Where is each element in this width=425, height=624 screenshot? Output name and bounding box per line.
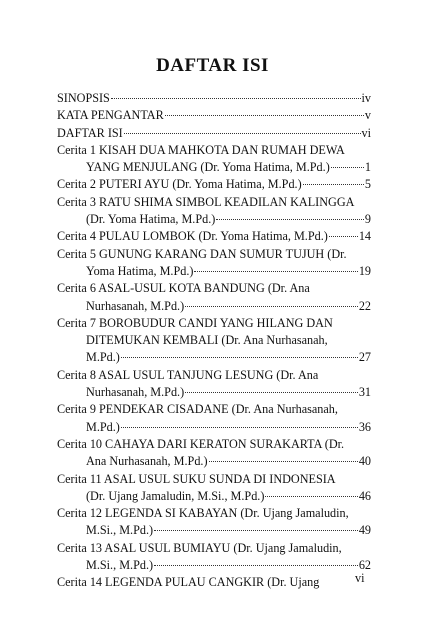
toc-entry-text: Cerita 4 PULAU LOMBOK (Dr. Yoma Hatima, M.Pd.): [57, 229, 328, 244]
toc-entry: [57, 540, 371, 557]
toc-entry-page: 27: [358, 350, 371, 365]
toc-entry: [57, 298, 371, 315]
toc-entry: [57, 384, 371, 401]
toc-entry-page: 49: [358, 523, 371, 538]
toc-entry-page: 9: [364, 212, 371, 227]
toc-entry: [57, 211, 371, 228]
toc-dot-leader: [165, 115, 364, 116]
toc-entry-text: Cerita 14 LEGENDA PULAU CANGKIR (Dr. Ujang: [57, 575, 320, 590]
table-of-contents: [57, 90, 371, 592]
toc-entry-text: Ana Nurhasanah, M.Pd.): [86, 454, 208, 469]
toc-entry-page: 5: [364, 177, 371, 192]
toc-entry-page: 1: [364, 160, 371, 175]
toc-entry-page: 19: [358, 263, 371, 278]
toc-entry: [57, 453, 371, 470]
toc-entry: [57, 574, 371, 591]
toc-entry-text: M.Si., M.Pd.): [86, 523, 154, 538]
toc-dot-leader: [303, 184, 364, 185]
toc-entry: [57, 522, 371, 539]
toc-entry-text: Cerita 6 ASAL-USUL KOTA BANDUNG (Dr. Ana: [57, 281, 310, 296]
toc-entry-text: Cerita 5 GUNUNG KARANG DAN SUMUR TUJUH (Dr.: [57, 246, 347, 261]
toc-entry-text: (Dr. Yoma Hatima, M.Pd.): [86, 212, 216, 227]
toc-dot-leader: [121, 357, 358, 358]
toc-dot-leader: [111, 98, 361, 99]
toc-dot-leader: [121, 427, 358, 428]
toc-entry-text: DAFTAR ISI: [57, 125, 123, 140]
toc-entry-text: Cerita 3 RATU SHIMA SIMBOL KEADILAN KALINGGA: [57, 194, 355, 209]
toc-entry: [57, 176, 371, 193]
toc-entry-text: M.Pd.): [86, 350, 120, 365]
toc-entry-page: v: [364, 108, 371, 123]
toc-entry-text: Cerita 10 CAHAYA DARI KERATON SURAKARTA (Dr.: [57, 436, 345, 451]
toc-entry: [57, 401, 371, 418]
toc-entry: [57, 471, 371, 488]
toc-entry: [57, 488, 371, 505]
toc-entry-text: KATA PENGANTAR: [57, 108, 164, 123]
toc-dot-leader: [185, 392, 358, 393]
toc-entry-text: Cerita 13 ASAL USUL BUMIAYU (Dr. Ujang Jamaludin,: [57, 540, 342, 555]
toc-entry-text: Cerita 1 KISAH DUA MAHKOTA DAN RUMAH DEWA: [57, 142, 345, 157]
toc-entry-text: Nurhasanah, M.Pd.): [86, 385, 185, 400]
toc-entry-text: Nurhasanah, M.Pd.): [86, 298, 185, 313]
toc-entry: [57, 246, 371, 263]
page-title: DAFTAR ISI: [156, 55, 269, 76]
toc-entry: [57, 419, 371, 436]
toc-entry-text: SINOPSIS: [57, 91, 110, 105]
toc-entry-text: YANG MENJULANG (Dr. Yoma Hatima, M.Pd.): [86, 160, 330, 175]
toc-entry: [57, 367, 371, 384]
toc-dot-leader: [329, 236, 358, 237]
toc-entry: [57, 280, 371, 297]
toc-entry-text: Yoma Hatima, M.Pd.): [86, 263, 194, 278]
toc-entry: [57, 263, 371, 280]
toc-entry: [57, 557, 371, 574]
toc-dot-leader: [331, 167, 364, 168]
toc-dot-leader: [154, 530, 358, 531]
toc-entry: [57, 90, 371, 107]
toc-entry: [57, 228, 371, 245]
toc-entry-text: Cerita 11 ASAL USUL SUKU SUNDA DI INDONESIA: [57, 471, 336, 486]
toc-dot-leader: [154, 565, 358, 566]
toc-entry: [57, 107, 371, 124]
toc-entry-page: vi: [361, 125, 371, 140]
toc-entry: [57, 125, 371, 142]
toc-entry-page: iv: [361, 91, 371, 105]
toc-entry-text: M.Si., M.Pd.): [86, 558, 154, 573]
toc-dot-leader: [216, 219, 364, 220]
toc-entry: [57, 142, 371, 159]
toc-entry-page: 46: [358, 488, 371, 503]
toc-entry-text: Cerita 2 PUTERI AYU (Dr. Yoma Hatima, M.Pd.): [57, 177, 302, 192]
toc-entry: [57, 349, 371, 366]
toc-entry-text: Cerita 8 ASAL USUL TANJUNG LESUNG (Dr. Ana: [57, 367, 319, 382]
toc-entry-text: Cerita 7 BOROBUDUR CANDI YANG HILANG DAN: [57, 315, 333, 330]
toc-dot-leader: [209, 461, 358, 462]
toc-entry-text: (Dr. Ujang Jamaludin, M.Si., M.Pd.): [86, 488, 265, 503]
toc-entry: [57, 194, 371, 211]
toc-entry-page: 31: [358, 385, 371, 400]
toc-entry-page: 36: [358, 419, 371, 434]
toc-entry: [57, 332, 371, 349]
toc-dot-leader: [124, 133, 361, 134]
toc-dot-leader: [265, 496, 357, 497]
toc-entry-page: 62: [358, 558, 371, 573]
toc-entry-page: 14: [358, 229, 371, 244]
toc-entry-page: 22: [358, 298, 371, 313]
toc-entry-page: 40: [358, 454, 371, 469]
toc-entry-text: DITEMUKAN KEMBALI (Dr. Ana Nurhasanah,: [86, 333, 328, 348]
page-number: vi: [355, 571, 365, 585]
toc-entry-text: M.Pd.): [86, 419, 120, 434]
toc-entry-text: Cerita 12 LEGENDA SI KABAYAN (Dr. Ujang Jamaludin,: [57, 506, 349, 521]
toc-dot-leader: [185, 306, 358, 307]
toc-entry-text: Cerita 9 PENDEKAR CISADANE (Dr. Ana Nurhasanah,: [57, 402, 338, 417]
toc-entry: [57, 159, 371, 176]
toc-entry: [57, 505, 371, 522]
toc-entry: [57, 315, 371, 332]
toc-entry: [57, 436, 371, 453]
toc-dot-leader: [194, 271, 357, 272]
